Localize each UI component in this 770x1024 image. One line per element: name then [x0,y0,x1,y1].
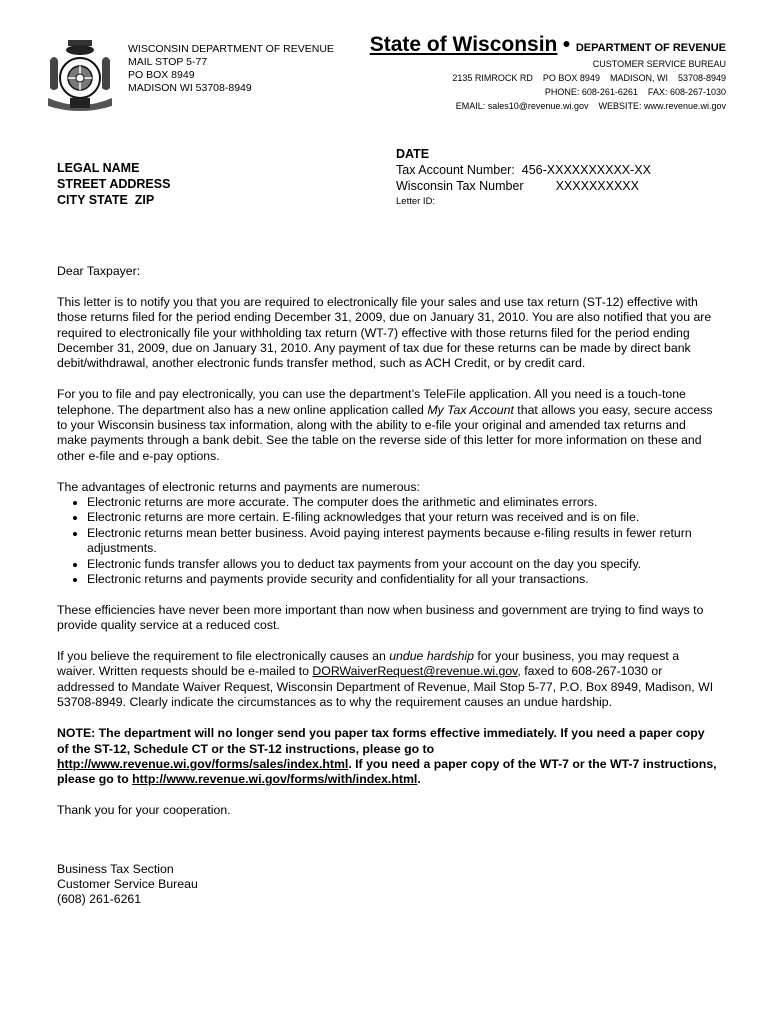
letter-id-label: Letter ID: [396,196,436,207]
paragraph-telefile [57,387,717,464]
advantages-intro: The advantages of electronic returns and payments are numerous: [57,479,420,494]
paragraph-text: that allows you easy, secure access to your Wisconsin business tax information, along with the ability to e-file your original and amended tax returns and make payments through a bank debit. See the table on the reverse side of this letter for more information on these and other e-file and e-pay options. [57,402,713,463]
contact-block [452,57,726,113]
letter-body [57,264,717,908]
list-item: • Electronic returns and payments provide security and confidentiality for all your transactions. [87,572,717,587]
closing-thanks: Thank you for your cooperation. [57,803,231,818]
street-address: 2135 RIMROCK RD PO BOX 8949 MADISON, WI 53708-8949 [452,73,726,83]
bullet-icon: ● [562,35,571,51]
note-text: . If you need a paper copy of the WT-7 or the WT-7 instructions, please go to [57,756,717,787]
note-text: . [417,772,421,787]
dept-address-line: WISCONSIN DEPARTMENT OF REVENUE [128,43,334,55]
sales-forms-link[interactable]: http://www.revenue.wi.gov/forms/sales/index.html [57,756,349,771]
undue-hardship-emphasis: undue hardship [389,649,474,664]
dept-address-line: MADISON WI 53708-8949 [128,82,252,94]
salutation: Dear Taxpayer: [57,264,141,278]
signature-line: Customer Service Bureau [57,876,198,891]
email-website: EMAIL: sales10@revenue.wi.gov WEBSITE: www.revenue.wi.gov [455,101,726,111]
tax-account-number: Tax Account Number: 456-XXXXXXXXXX-XX [396,163,651,177]
my-tax-account-emphasis: My Tax Account [427,402,514,417]
phone-fax: PHONE: 608-261-6261 FAX: 608-267-1030 [544,87,726,97]
waiver-email-link[interactable]: DORWaiverRequest@revenue.wi.gov [312,664,518,679]
department-name: DEPARTMENT OF REVENUE [575,42,726,54]
paragraph-efficiencies: These efficiencies have never been more important than now when business and government are trying to find ways to provide quality service at a reduced cost. [57,602,704,633]
letterhead-title [370,33,726,57]
advantages-list [57,495,717,587]
dept-address-line: MAIL STOP 5-77 [128,56,208,68]
recipient-name: LEGAL NAME [57,161,140,175]
paragraph-efile-requirement: This letter is to notify you that you are required to electronically file your sales and use tax return (ST-12) effective with those returns filed for the period ending December 31, 2009, due on January 31, 2010. You are also notified that you are required to electronically file your withholding tax return (WT-7) effective with those returns filed for the period ending December 31, 2009, due on January 31, 2010. Any payment of tax due for these returns can be made by direct bank debit/withdrawal, another electronic funds transfer method, such as ACH Credit, or by credit card. [57,294,712,371]
department-address-block [128,43,334,95]
recipient-block [57,160,170,208]
date-label: DATE [396,147,430,161]
withholding-forms-link[interactable]: http://www.revenue.wi.gov/forms/with/index.html [132,772,418,787]
state-seal-logo [44,38,116,114]
wi-tax-number-label: Wisconsin Tax Number [396,179,524,193]
account-info-block [396,146,651,210]
paragraph-text: For you to file and pay electronically, you can use the department’s TeleFile application. All you need is a touch-tone telephone. The department also has a new online application called [57,387,686,417]
wi-tax-number-value: XXXXXXXXXX [555,179,639,193]
paragraph-text: , faxed to 608-267-1030 or addressed to Mandate Waiver Request, Wisconsin Department of Revenue, Mail Stop 5-77, P.O. Box 8949, Madison, WI 53708-8949. Clearly indicate the circumstances as to why the requirement causes an undue hardship. [57,664,714,710]
bureau-name: CUSTOMER SERVICE BUREAU [592,59,726,69]
paragraph-text: for your business, you may request a waiver. Written requests should be e-mailed to [57,649,680,679]
list-item: • Electronic returns are more accurate. The computer does the arithmetic and eliminates errors. [87,495,717,510]
paragraph-hardship [57,649,717,711]
paragraph-text: If you believe the requirement to file electronically causes an [57,649,390,664]
list-item: • Electronic returns are more certain. E-filing acknowledges that your return was received and is on file. [87,510,717,525]
recipient-city: CITY STATE ZIP [57,193,155,207]
note-paragraph [57,726,717,788]
signature-line: Business Tax Section [57,861,174,876]
note-text: NOTE: The department will no longer send you paper tax forms effective immediately. If you need a paper copy of the ST-12, Schedule CT or the ST-12 instructions, please go to [57,726,705,756]
dept-address-line: PO BOX 8949 [128,69,195,81]
signature-block [57,862,717,908]
wi-tax-number-row [396,178,651,194]
list-item: • Electronic returns mean better business. Avoid paying interest payments because e-filing results in fewer return adjustments. [87,526,717,557]
list-item: • Electronic funds transfer allows you to deduct tax payments from your account on the day you specify. [87,557,717,572]
recipient-street: STREET ADDRESS [57,177,171,191]
signature-phone: (608) 261-6261 [57,892,142,907]
state-title: State of Wisconsin [369,33,558,56]
